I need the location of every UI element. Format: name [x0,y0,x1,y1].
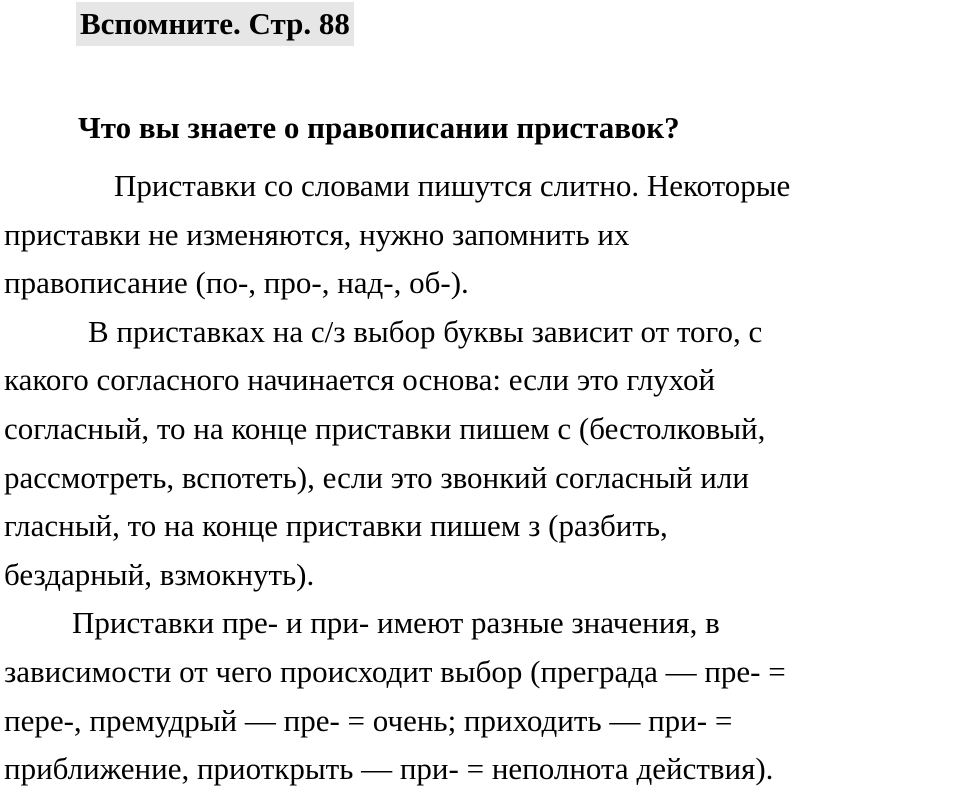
paragraph-2-line-3: согласный, то на конце приставки пишем с (бестолковый, [4,410,766,446]
paragraph-2-line-6: бездарный, взмокнуть). [4,556,315,592]
answer-text [4,162,960,794]
paragraph-3-line-2: зависимости от чего происходит выбор (преграда — пре- = [4,653,786,689]
paragraph-3-line-4: приближение, приоткрыть — при- = неполнота действия). [4,751,774,787]
paragraph-1-line-1: Приставки со словами пишутся слитно. Некоторые [114,168,791,203]
question-title: Что вы знаете о правописании приставок? [78,110,680,145]
paragraph-2-line-1: В приставках на с/з выбор буквы зависит от того, с [88,313,763,349]
paragraph-2-line-4: рассмотреть, вспотеть), если это звонкий согласный или [4,459,749,495]
section-heading-highlight [76,2,354,46]
paragraph-3-line-3: пере-, премудрый — пре- = очень; приходить — при- = [4,702,733,738]
paragraph-2-line-5: гласный, то на конце приставки пишем з (разбить, [4,508,668,544]
paragraph-2-line-2: какого согласного начинается основа: если это глухой [4,362,716,398]
paragraph-1-line-3: правописание (по-, про-, над-, об-). [4,265,469,301]
paragraph-1-line-2: приставки не изменяются, нужно запомнить их [4,216,630,252]
paragraph-3-line-1: Приставки пре- и при- имеют разные значения, в [72,605,720,641]
section-heading: Вспомните. Стр. 88 [80,6,350,41]
